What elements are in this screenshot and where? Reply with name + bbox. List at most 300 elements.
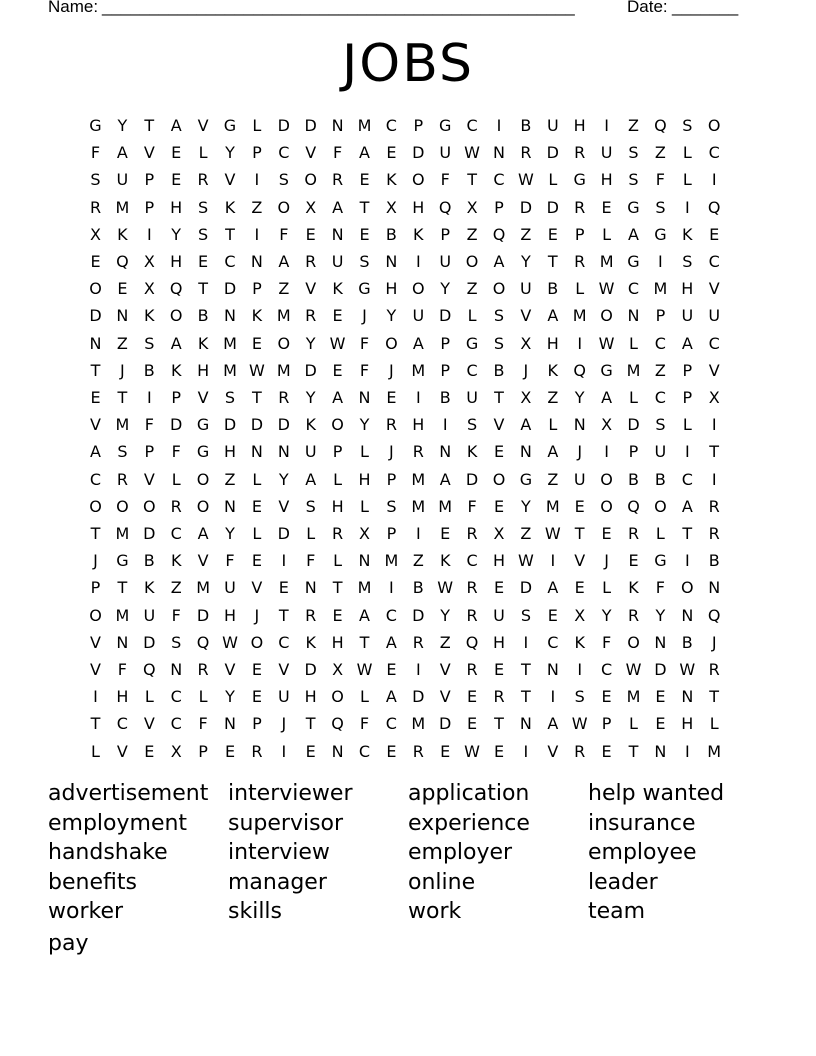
grid-letter: V <box>305 279 317 299</box>
grid-letter: E <box>251 333 262 353</box>
grid-letter: J <box>120 360 125 380</box>
grid-letter: E <box>601 524 612 543</box>
grid-letter: L <box>709 714 719 734</box>
grid-letter: C <box>654 388 666 407</box>
grid-row <box>86 248 732 275</box>
grid-letter: O <box>654 496 667 516</box>
grid-letter: M <box>115 415 130 435</box>
grid-letter: X <box>359 524 370 543</box>
grid-letter: L <box>144 687 154 707</box>
grid-letter: T <box>494 388 504 407</box>
grid-letter: E <box>251 660 262 679</box>
grid-letter: N <box>546 660 559 679</box>
grid-letter: P <box>440 333 451 353</box>
grid-letter: O <box>89 496 102 516</box>
grid-letter: E <box>467 687 478 707</box>
grid-letter: W <box>598 279 615 299</box>
grid-letter: F <box>332 143 343 163</box>
grid-letter: R <box>520 143 532 163</box>
grid-letter: Y <box>305 333 316 353</box>
grid-letter: Y <box>574 388 585 407</box>
grid-letter: C <box>627 279 640 299</box>
grid-letter: I <box>389 578 394 598</box>
grid-letter: K <box>682 224 693 244</box>
grid-letter: G <box>438 116 452 135</box>
grid-letter: C <box>601 660 613 679</box>
grid-letter: P <box>601 714 612 734</box>
grid-row <box>86 629 732 656</box>
grid-row <box>86 166 732 193</box>
grid-letter: L <box>333 469 343 489</box>
grid-letter: M <box>707 741 722 761</box>
grid-letter: E <box>628 551 639 571</box>
grid-letter: P <box>682 388 693 407</box>
grid-letter: G <box>654 224 667 244</box>
grid-letter: S <box>574 687 585 707</box>
grid-row <box>86 547 732 574</box>
grid-row <box>86 493 732 520</box>
grid-letter: V <box>197 388 209 407</box>
grid-row <box>86 683 732 710</box>
grid-letter: U <box>600 143 613 163</box>
grid-letter: E <box>332 605 343 625</box>
grid-letter: L <box>629 714 638 734</box>
name-label: Name: <box>48 0 99 16</box>
grid-letter: N <box>250 442 263 462</box>
grid-letter: S <box>655 415 666 435</box>
grid-letter: X <box>574 605 586 625</box>
grid-letter: V <box>708 279 720 299</box>
grid-letter: X <box>385 197 397 217</box>
grid-letter: F <box>171 442 181 462</box>
grid-letter: E <box>224 741 236 761</box>
grid-letter: R <box>574 143 586 163</box>
grid-letter: W <box>437 578 454 598</box>
grid-letter: E <box>601 687 612 707</box>
grid-letter: S <box>305 496 316 516</box>
grid-letter: I <box>496 116 502 135</box>
grid-letter: S <box>682 116 693 135</box>
grid-letter: O <box>492 279 506 299</box>
grid-letter: O <box>89 279 102 299</box>
grid-letter: E <box>332 360 343 380</box>
grid-letter: P <box>386 524 397 543</box>
grid-letter: O <box>196 469 210 489</box>
grid-letter: C <box>654 333 666 353</box>
grid-letter: O <box>412 170 425 190</box>
grid-letter: O <box>492 469 506 489</box>
grid-letter: V <box>116 741 128 761</box>
grid-letter: O <box>600 496 613 516</box>
grid-letter: B <box>708 551 720 571</box>
grid-letter: J <box>577 442 583 462</box>
grid-letter: T <box>252 388 262 407</box>
grid-letter: N <box>573 415 586 435</box>
grid-letter: K <box>439 551 451 571</box>
grid-letter: S <box>493 333 505 353</box>
grid-letter: O <box>412 279 425 299</box>
grid-letter: T <box>117 388 128 407</box>
grid-letter: S <box>144 333 155 353</box>
grid-letter: S <box>655 197 666 217</box>
word-list-item: advertisement <box>48 781 209 806</box>
grid-letter: A <box>332 388 344 407</box>
grid-letter: F <box>467 496 477 516</box>
grid-letter: W <box>248 360 265 380</box>
grid-letter: R <box>412 741 424 761</box>
grid-letter: E <box>251 687 262 707</box>
grid-letter: E <box>493 741 505 761</box>
grid-letter: E <box>305 741 316 761</box>
grid-letter: M <box>223 333 237 353</box>
grid-letter: N <box>681 687 694 707</box>
grid-letter: M <box>115 197 130 217</box>
grid-letter: L <box>548 170 558 190</box>
grid-letter: V <box>90 632 101 652</box>
grid-letter: H <box>600 170 613 190</box>
grid-letter: F <box>306 551 316 571</box>
grid-letter: A <box>547 578 559 598</box>
grid-letter: I <box>711 170 717 190</box>
grid-letter: Z <box>654 360 666 380</box>
grid-letter: X <box>708 388 720 407</box>
grid-letter: C <box>278 143 290 163</box>
grid-letter: V <box>251 578 263 598</box>
grid-letter: R <box>708 524 720 543</box>
grid-letter: J <box>93 551 98 571</box>
grid-letter: O <box>143 496 156 516</box>
word-list-item: handshake <box>48 840 168 865</box>
grid-letter: Z <box>466 279 478 299</box>
word-list-item: insurance <box>588 811 696 836</box>
grid-letter: P <box>386 469 397 489</box>
grid-letter: C <box>116 714 128 734</box>
grid-letter: V <box>90 415 101 435</box>
grid-letter: S <box>90 170 101 190</box>
grid-letter: Q <box>627 496 640 516</box>
grid-letter: D <box>465 469 479 489</box>
grid-letter: D <box>654 660 667 679</box>
grid-letter: U <box>520 279 532 299</box>
grid-letter: E <box>251 496 262 516</box>
grid-letter: N <box>358 551 371 571</box>
grid-letter: F <box>359 360 370 380</box>
grid-letter: I <box>711 469 717 489</box>
grid-letter: R <box>493 687 505 707</box>
grid-letter: I <box>281 741 287 761</box>
grid-row <box>86 738 732 765</box>
grid-letter: D <box>143 524 156 543</box>
grid-letter: S <box>520 605 531 625</box>
grid-letter: Z <box>439 632 451 652</box>
grid-letter: L <box>171 469 181 489</box>
grid-letter: V <box>143 143 155 163</box>
word-list-item: team <box>588 899 646 924</box>
grid-letter: M <box>626 360 641 380</box>
grid-letter: K <box>547 360 559 380</box>
grid-letter: R <box>385 415 397 435</box>
grid-letter: P <box>682 360 693 380</box>
grid-letter: E <box>386 143 397 163</box>
grid-letter: H <box>331 496 344 516</box>
grid-row <box>86 438 732 465</box>
grid-letter: R <box>466 578 478 598</box>
grid-letter: J <box>281 714 287 734</box>
grid-letter: H <box>412 415 425 435</box>
grid-letter: C <box>385 116 397 135</box>
grid-letter: E <box>144 741 155 761</box>
grid-letter: R <box>89 197 102 217</box>
grid-letter: L <box>306 524 316 543</box>
grid-letter: C <box>278 632 290 652</box>
grid-letter: X <box>520 388 532 407</box>
grid-letter: Y <box>359 415 370 435</box>
grid-letter: S <box>386 496 397 516</box>
grid-letter: A <box>305 469 317 489</box>
word-list-item: interview <box>228 840 330 865</box>
grid-letter: F <box>655 578 665 598</box>
grid-letter: U <box>304 442 317 462</box>
grid-letter: V <box>278 496 290 516</box>
grid-letter: A <box>628 224 639 244</box>
grid-letter: Y <box>655 605 666 625</box>
grid-letter: O <box>196 496 210 516</box>
grid-letter: H <box>412 197 425 217</box>
grid-letter: O <box>89 605 102 625</box>
grid-letter: M <box>626 687 641 707</box>
grid-letter: D <box>304 360 317 380</box>
grid-letter: B <box>520 116 532 135</box>
grid-letter: S <box>117 442 128 462</box>
grid-row <box>86 574 732 601</box>
grid-letter: D <box>304 660 317 679</box>
grid-letter: U <box>116 170 129 190</box>
grid-letter: L <box>360 687 369 707</box>
grid-letter: E <box>278 578 289 598</box>
word-list-item: application <box>408 781 530 806</box>
grid-letter: P <box>440 224 451 244</box>
grid-letter: S <box>278 170 289 190</box>
grid-letter: O <box>331 415 344 435</box>
grid-letter: Z <box>520 524 532 543</box>
grid-letter: N <box>170 660 183 679</box>
grid-letter: R <box>412 632 424 652</box>
grid-letter: B <box>654 469 666 489</box>
grid-letter: L <box>467 306 477 326</box>
grid-letter: K <box>170 551 182 571</box>
grid-letter: Q <box>331 714 344 734</box>
grid-letter: I <box>658 252 663 271</box>
grid-letter: G <box>600 360 613 380</box>
grid-letter: M <box>357 116 372 135</box>
grid-letter: W <box>517 170 534 190</box>
grid-letter: H <box>385 279 398 299</box>
grid-letter: H <box>492 551 506 571</box>
grid-letter: L <box>198 143 208 163</box>
grid-letter: W <box>222 632 238 652</box>
grid-letter: V <box>574 551 586 571</box>
grid-letter: N <box>627 306 640 326</box>
grid-letter: H <box>116 687 129 707</box>
grid-letter: T <box>359 632 370 652</box>
date-blank: _______ <box>672 0 739 16</box>
grid-letter: L <box>252 116 262 135</box>
grid-row <box>86 275 732 302</box>
grid-letter: F <box>90 143 101 163</box>
grid-letter: T <box>709 442 720 462</box>
grid-letter: B <box>143 551 155 571</box>
grid-letter: O <box>277 197 291 217</box>
grid-letter: R <box>251 741 263 761</box>
grid-letter: S <box>682 252 693 271</box>
grid-letter: L <box>682 170 692 190</box>
grid-letter: C <box>224 252 236 271</box>
grid-letter: U <box>224 578 236 598</box>
grid-letter: I <box>415 660 421 679</box>
grid-letter: S <box>359 252 370 271</box>
grid-letter: J <box>389 360 394 380</box>
grid-letter: E <box>601 741 612 761</box>
grid-letter: W <box>356 660 373 679</box>
grid-letter: C <box>547 632 559 652</box>
grid-letter: Y <box>440 279 451 299</box>
grid-row <box>86 520 732 547</box>
grid-letter: O <box>169 306 183 326</box>
grid-letter: G <box>358 279 371 299</box>
grid-letter: E <box>440 524 451 543</box>
grid-letter: K <box>332 279 343 299</box>
grid-letter: R <box>574 741 586 761</box>
grid-letter: F <box>359 714 370 734</box>
grid-letter: Q <box>169 279 183 299</box>
grid-letter: P <box>574 224 585 244</box>
grid-letter: E <box>601 197 612 217</box>
grid-letter: M <box>411 714 426 734</box>
grid-letter: D <box>627 415 640 435</box>
grid-letter: N <box>331 224 344 244</box>
grid-letter: T <box>359 197 370 217</box>
grid-letter: M <box>357 578 372 598</box>
grid-letter: L <box>360 496 369 516</box>
grid-letter: A <box>332 197 344 217</box>
grid-letter: E <box>440 741 451 761</box>
grid-letter: U <box>546 116 559 135</box>
grid-row <box>86 656 732 683</box>
grid-letter: D <box>412 605 425 625</box>
word-list-item: pay <box>48 931 89 956</box>
grid-letter: D <box>170 415 183 435</box>
grid-letter: I <box>146 224 152 244</box>
grid-letter: L <box>333 551 343 571</box>
grid-letter: R <box>708 660 720 679</box>
grid-row <box>86 112 732 139</box>
grid-letter: G <box>116 551 129 571</box>
grid-letter: Y <box>305 388 316 407</box>
grid-letter: T <box>494 714 504 734</box>
grid-letter: L <box>575 279 585 299</box>
grid-letter: A <box>547 306 559 326</box>
grid-letter: J <box>604 551 609 571</box>
grid-letter: C <box>681 469 693 489</box>
grid-letter: C <box>466 116 478 135</box>
grid-letter: N <box>654 632 667 652</box>
grid-letter: W <box>679 660 696 679</box>
grid-letter: G <box>519 469 533 489</box>
grid-letter: N <box>519 442 532 462</box>
grid-letter: C <box>170 687 182 707</box>
grid-letter: V <box>305 143 317 163</box>
grid-letter: N <box>331 741 344 761</box>
grid-letter: Y <box>171 224 182 244</box>
grid-letter: H <box>304 687 317 707</box>
grid-letter: U <box>412 306 425 326</box>
grid-letter: A <box>681 333 693 353</box>
grid-letter: B <box>439 388 451 407</box>
grid-letter: I <box>523 632 529 652</box>
grid-letter: J <box>254 605 260 625</box>
grid-letter: O <box>385 333 398 353</box>
grid-letter: N <box>89 333 102 353</box>
grid-letter: F <box>171 605 181 625</box>
grid-letter: U <box>681 306 694 326</box>
grid-letter: Y <box>278 469 289 489</box>
grid-row <box>86 139 732 166</box>
grid-letter: V <box>143 714 155 734</box>
name-blank: __________________________________________________ <box>102 0 575 16</box>
grid-letter: M <box>276 360 291 380</box>
grid-letter: I <box>577 333 583 353</box>
word-list-item: employment <box>48 811 188 836</box>
grid-letter: R <box>627 524 640 543</box>
word-list-item: manager <box>228 870 327 895</box>
grid-letter: R <box>116 469 128 489</box>
grid-letter: U <box>466 388 478 407</box>
grid-letter: A <box>359 605 370 625</box>
grid-letter: O <box>304 170 317 190</box>
grid-letter: S <box>493 306 505 326</box>
grid-letter: V <box>439 660 451 679</box>
grid-letter: Z <box>654 143 666 163</box>
header <box>48 0 748 19</box>
grid-letter: M <box>438 496 453 516</box>
grid-letter: G <box>627 252 640 271</box>
grid-letter: A <box>385 632 397 652</box>
grid-letter: A <box>681 496 693 516</box>
grid-letter: L <box>548 415 558 435</box>
word-list-item: benefits <box>48 870 137 895</box>
grid-letter: I <box>254 224 260 244</box>
grid-letter: J <box>362 306 367 326</box>
grid-letter: M <box>411 469 426 489</box>
grid-letter: Q <box>116 252 129 271</box>
grid-letter: V <box>90 660 101 679</box>
grid-letter: A <box>170 333 182 353</box>
grid-letter: E <box>90 388 101 407</box>
grid-letter: E <box>547 224 558 244</box>
grid-letter: Z <box>466 224 478 244</box>
grid-letter: K <box>574 632 585 652</box>
grid-letter: B <box>385 224 397 244</box>
grid-letter: I <box>684 197 690 217</box>
grid-letter: S <box>628 170 639 190</box>
grid-letter: Z <box>412 551 424 571</box>
grid-letter: Q <box>654 116 667 135</box>
grid-letter: I <box>281 551 287 571</box>
grid-letter: N <box>116 632 129 652</box>
grid-letter: S <box>198 197 209 217</box>
grid-letter: I <box>604 442 609 462</box>
grid-letter: P <box>144 442 155 462</box>
